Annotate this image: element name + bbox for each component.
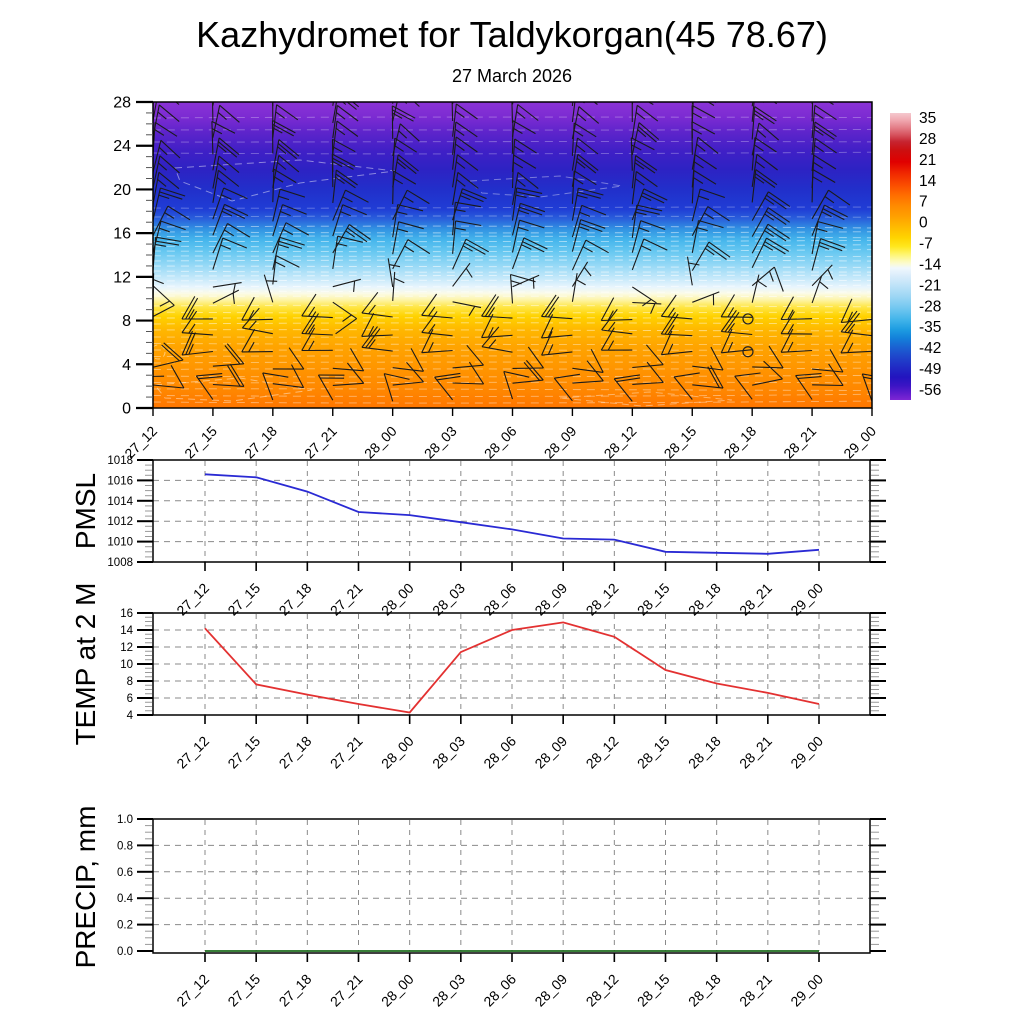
svg-text:28_00: 28_00 bbox=[377, 970, 417, 1010]
svg-text:8: 8 bbox=[122, 313, 131, 331]
svg-text:1014: 1014 bbox=[107, 495, 133, 508]
svg-text:28_09: 28_09 bbox=[531, 579, 571, 619]
svg-text:28_03: 28_03 bbox=[429, 732, 468, 772]
svg-text:27_15: 27_15 bbox=[224, 970, 264, 1010]
svg-text:35: 35 bbox=[919, 110, 937, 127]
svg-text:28_15: 28_15 bbox=[633, 732, 673, 772]
svg-text:27_21: 27_21 bbox=[326, 579, 366, 619]
temp-axis-title: TEMP at 2 M bbox=[70, 582, 101, 746]
svg-text:28_21: 28_21 bbox=[736, 579, 775, 619]
svg-text:14: 14 bbox=[919, 172, 937, 190]
svg-text:29_00: 29_00 bbox=[840, 422, 880, 462]
svg-text:0.4: 0.4 bbox=[117, 893, 133, 906]
svg-text:-21: -21 bbox=[919, 277, 942, 295]
svg-text:28_09: 28_09 bbox=[531, 732, 571, 772]
svg-text:0.0: 0.0 bbox=[117, 946, 133, 958]
svg-text:28_09: 28_09 bbox=[531, 970, 571, 1010]
svg-text:28_03: 28_03 bbox=[429, 579, 468, 619]
svg-text:-56: -56 bbox=[919, 382, 942, 399]
svg-text:27_18: 27_18 bbox=[275, 970, 315, 1010]
svg-text:27_18: 27_18 bbox=[275, 732, 315, 772]
svg-text:28_06: 28_06 bbox=[480, 422, 520, 462]
svg-text:-42: -42 bbox=[919, 340, 942, 358]
svg-text:4: 4 bbox=[126, 710, 133, 722]
svg-text:0.6: 0.6 bbox=[117, 866, 133, 879]
svg-text:28_15: 28_15 bbox=[660, 422, 700, 462]
svg-text:4: 4 bbox=[122, 356, 131, 374]
svg-text:1.0: 1.0 bbox=[117, 814, 133, 826]
svg-text:12: 12 bbox=[113, 269, 131, 287]
date-subtitle: 27 March 2026 bbox=[451, 66, 573, 86]
svg-text:1010: 1010 bbox=[107, 536, 133, 549]
svg-text:28_00: 28_00 bbox=[360, 422, 400, 462]
svg-text:0.8: 0.8 bbox=[117, 840, 133, 853]
upper-air-panel bbox=[113, 71, 908, 462]
svg-text:28_18: 28_18 bbox=[684, 579, 724, 619]
svg-text:28_12: 28_12 bbox=[582, 970, 622, 1010]
svg-text:0.2: 0.2 bbox=[117, 919, 133, 932]
svg-text:27_15: 27_15 bbox=[224, 732, 264, 772]
svg-text:28_21: 28_21 bbox=[736, 732, 775, 772]
pmsl-panel bbox=[107, 455, 886, 619]
svg-text:27_15: 27_15 bbox=[224, 579, 264, 619]
svg-text:28_15: 28_15 bbox=[633, 579, 673, 619]
svg-text:7: 7 bbox=[919, 193, 928, 211]
svg-text:27_12: 27_12 bbox=[173, 579, 213, 619]
svg-text:27_15: 27_15 bbox=[181, 422, 221, 462]
svg-text:10: 10 bbox=[120, 659, 133, 671]
svg-text:29_00: 29_00 bbox=[787, 970, 827, 1010]
svg-text:28_03: 28_03 bbox=[420, 422, 460, 462]
svg-text:29_00: 29_00 bbox=[787, 732, 827, 772]
svg-text:27_18: 27_18 bbox=[275, 579, 315, 619]
svg-text:1018: 1018 bbox=[107, 455, 133, 467]
temp-panel bbox=[120, 608, 886, 772]
svg-text:20: 20 bbox=[113, 181, 131, 199]
svg-text:28_00: 28_00 bbox=[377, 732, 417, 772]
svg-text:27_12: 27_12 bbox=[173, 732, 213, 772]
svg-text:29_00: 29_00 bbox=[787, 579, 827, 619]
svg-text:28_09: 28_09 bbox=[540, 422, 580, 462]
svg-text:-49: -49 bbox=[919, 361, 942, 379]
svg-text:28_03: 28_03 bbox=[429, 970, 468, 1010]
svg-text:28_21: 28_21 bbox=[780, 422, 820, 462]
svg-text:27_18: 27_18 bbox=[241, 422, 280, 462]
svg-text:27_21: 27_21 bbox=[326, 732, 366, 772]
svg-text:28_06: 28_06 bbox=[480, 732, 520, 772]
svg-text:14: 14 bbox=[120, 625, 133, 637]
svg-text:16: 16 bbox=[113, 225, 131, 243]
svg-text:27_12: 27_12 bbox=[121, 422, 161, 462]
svg-text:0: 0 bbox=[122, 400, 131, 418]
svg-text:-28: -28 bbox=[919, 298, 942, 316]
svg-text:12: 12 bbox=[120, 642, 133, 654]
svg-text:-7: -7 bbox=[919, 235, 933, 253]
svg-text:16: 16 bbox=[120, 608, 133, 620]
svg-text:27_12: 27_12 bbox=[173, 970, 213, 1010]
svg-text:28_18: 28_18 bbox=[684, 970, 724, 1010]
svg-text:28_12: 28_12 bbox=[600, 422, 640, 462]
svg-text:24: 24 bbox=[113, 138, 131, 156]
temperature-field bbox=[151, 102, 872, 408]
svg-text:-14: -14 bbox=[919, 256, 942, 274]
precip-axis-title: PRECIP, mm bbox=[70, 805, 101, 969]
svg-text:6: 6 bbox=[126, 693, 133, 705]
svg-text:27_21: 27_21 bbox=[326, 970, 366, 1010]
precip-panel bbox=[117, 814, 886, 1010]
svg-text:0: 0 bbox=[919, 214, 928, 232]
svg-text:28_21: 28_21 bbox=[736, 970, 775, 1010]
svg-text:28: 28 bbox=[113, 94, 131, 112]
svg-text:1008: 1008 bbox=[107, 557, 133, 569]
svg-text:28_12: 28_12 bbox=[582, 579, 622, 619]
page-title: Kazhydromet for Taldykorgan(45 78.67) bbox=[196, 14, 828, 55]
svg-text:1012: 1012 bbox=[107, 516, 133, 529]
svg-text:27_21: 27_21 bbox=[301, 422, 340, 462]
svg-text:28_00: 28_00 bbox=[377, 579, 417, 619]
svg-text:8: 8 bbox=[126, 676, 133, 688]
svg-text:1016: 1016 bbox=[107, 475, 133, 488]
svg-text:28_06: 28_06 bbox=[480, 579, 520, 619]
pmsl-axis-title: PMSL bbox=[70, 472, 101, 550]
svg-text:28_18: 28_18 bbox=[720, 422, 760, 462]
svg-text:28_15: 28_15 bbox=[633, 970, 673, 1010]
svg-text:28_06: 28_06 bbox=[480, 970, 520, 1010]
svg-text:-35: -35 bbox=[919, 319, 942, 337]
colorbar bbox=[890, 110, 942, 400]
svg-text:28: 28 bbox=[919, 130, 937, 148]
svg-text:28_18: 28_18 bbox=[684, 732, 724, 772]
svg-text:21: 21 bbox=[919, 151, 937, 169]
svg-text:28_12: 28_12 bbox=[582, 732, 622, 772]
